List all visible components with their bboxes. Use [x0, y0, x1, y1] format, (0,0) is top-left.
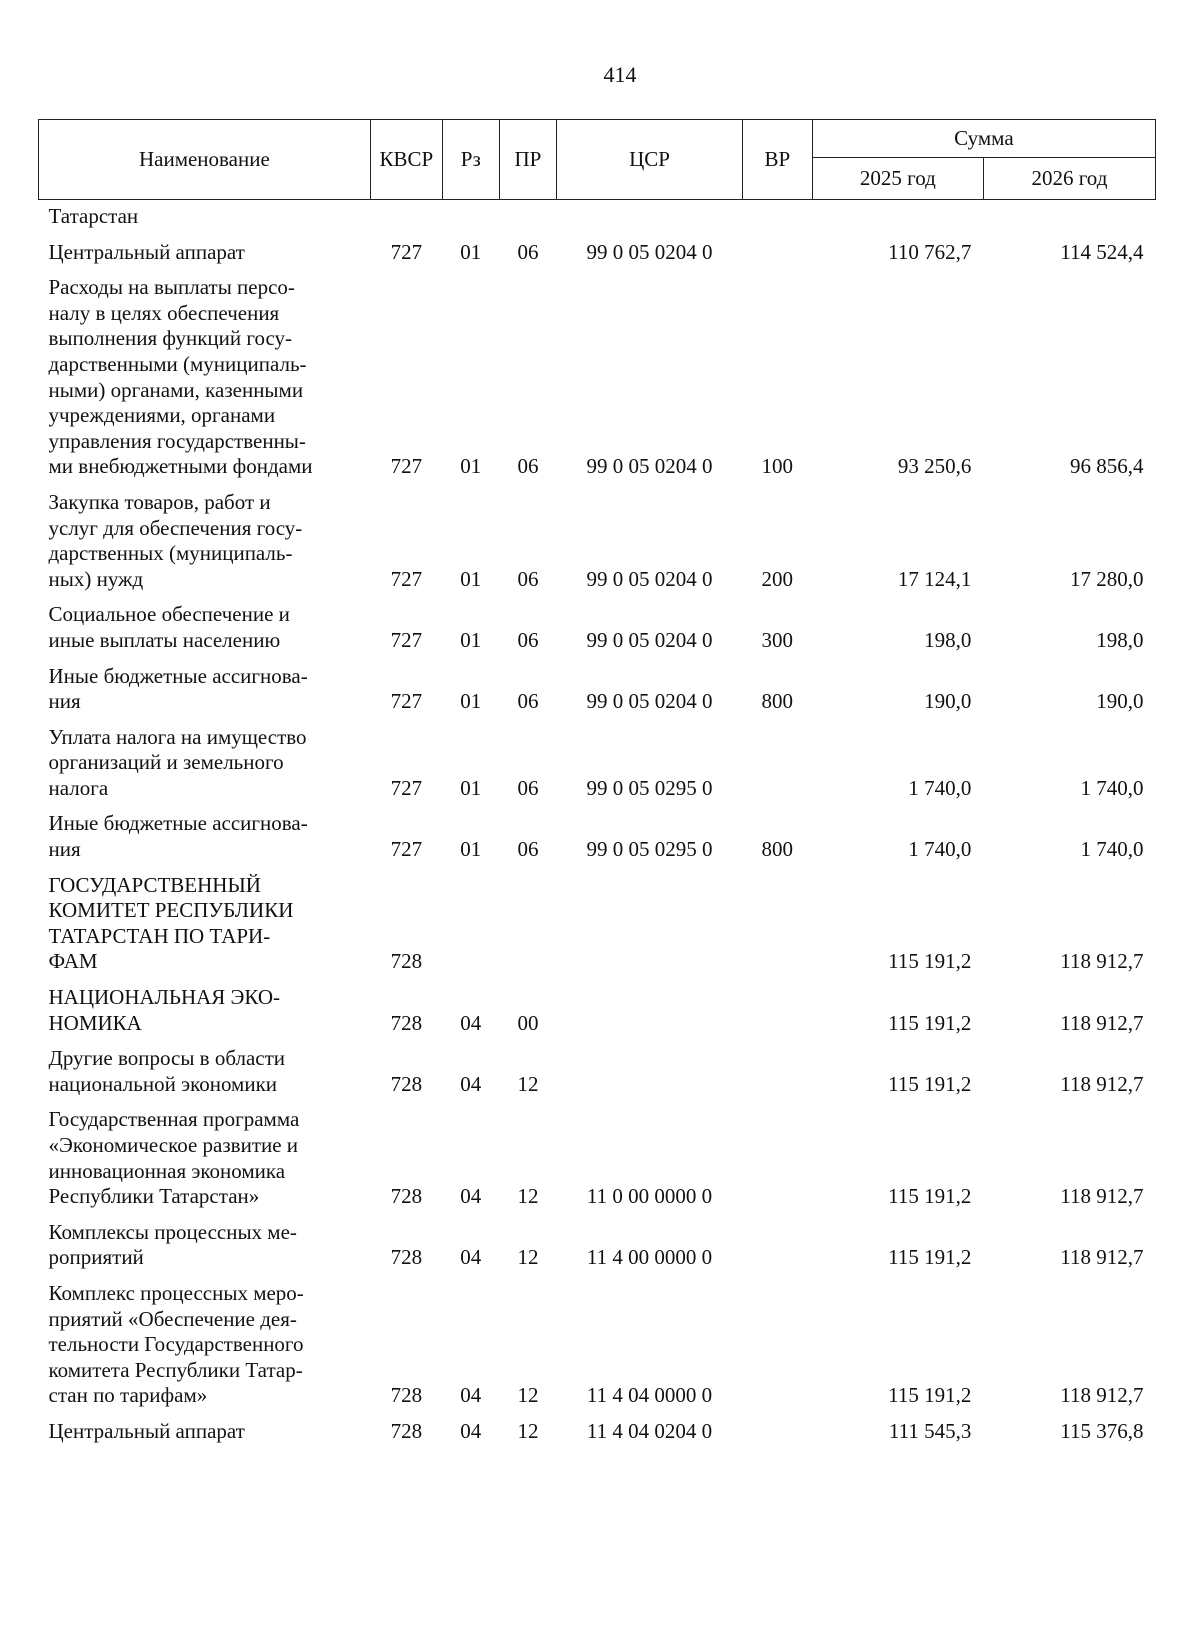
cell-rz: 01: [460, 627, 482, 652]
cell-name-line: ми внебюджетными фондами: [48, 454, 313, 479]
cell-rz: 04: [460, 1418, 482, 1443]
cell-name-line: стан по тарифам»: [48, 1383, 208, 1408]
table-row: [39, 715, 1156, 802]
header-vr: ВР: [742, 120, 812, 200]
cell-name-line: иные выплаты населению: [48, 627, 281, 652]
cell-name-line: услуг для обеспечения госу-: [48, 515, 303, 540]
cell-2026: [983, 200, 1155, 230]
cell-kvsr: 728: [390, 949, 423, 974]
budget-table: [38, 119, 1156, 1445]
cell-vr: [742, 863, 812, 975]
cell-name-line: налога: [48, 775, 109, 800]
cell-vr: 200: [761, 566, 794, 591]
cell-name-line: НОМИКА: [48, 1010, 142, 1035]
cell-name-line: Государственная программа: [48, 1107, 300, 1132]
cell-kvsr: 728: [390, 1184, 423, 1209]
cell-kvsr: 727: [390, 689, 423, 714]
cell-kvsr: 728: [390, 1010, 423, 1035]
table-row: [39, 480, 1156, 592]
header-csr: ЦСР: [557, 120, 742, 200]
cell-csr: [557, 200, 742, 230]
cell-2026: 118 912,7: [1060, 1184, 1144, 1209]
cell-name: [39, 592, 371, 653]
cell-2025: 17 124,1: [897, 566, 972, 591]
table-row: [39, 592, 1156, 653]
cell-rz: [442, 200, 499, 230]
cell-name: [39, 200, 371, 230]
cell-vr: 300: [761, 627, 794, 652]
cell-pr: 12: [517, 1383, 539, 1408]
cell-name-line: Республики Татарстан»: [48, 1184, 260, 1209]
table-row: [39, 1210, 1156, 1271]
cell-2025: 110 762,7: [888, 239, 972, 264]
cell-rz: 01: [460, 837, 482, 862]
cell-2026: 1 740,0: [1080, 837, 1144, 862]
table-row: [39, 654, 1156, 715]
cell-name: [39, 1271, 371, 1409]
cell-name-line: тельности Государственного: [48, 1332, 304, 1357]
cell-name: [39, 1210, 371, 1271]
cell-name-line: приятий «Обеспечение дея-: [48, 1306, 297, 1331]
cell-csr: 99 0 05 0204 0: [586, 689, 713, 714]
cell-name-line: Закупка товаров, работ и: [48, 489, 271, 514]
cell-rz: 04: [460, 1071, 482, 1096]
cell-name: [39, 1097, 371, 1209]
cell-name-line: комитета Республики Татар-: [48, 1357, 303, 1382]
cell-name-line: Центральный аппарат: [48, 1418, 245, 1443]
cell-vr: [742, 1097, 812, 1209]
cell-kvsr: 727: [390, 775, 423, 800]
cell-name-line: национальной экономики: [48, 1071, 278, 1096]
table-row: [39, 863, 1156, 975]
cell-kvsr: 728: [390, 1383, 423, 1408]
table-row: [39, 1036, 1156, 1097]
cell-name: [39, 975, 371, 1036]
cell-rz: 01: [460, 454, 482, 479]
cell-name: [39, 230, 371, 266]
cell-csr: 99 0 05 0204 0: [586, 454, 713, 479]
cell-name-line: налу в целях обеспечения: [48, 300, 280, 325]
cell-csr: 99 0 05 0295 0: [586, 837, 713, 862]
cell-name-line: Расходы на выплаты персо-: [48, 275, 295, 300]
cell-rz: 04: [460, 1184, 482, 1209]
cell-vr: [742, 715, 812, 802]
cell-2025: 115 191,2: [888, 949, 972, 974]
cell-name-line: НАЦИОНАЛЬНАЯ ЭКО-: [48, 985, 281, 1010]
cell-pr: 06: [517, 454, 539, 479]
cell-2025: 115 191,2: [888, 1010, 972, 1035]
cell-csr: 11 4 00 0000 0: [586, 1245, 713, 1270]
cell-csr: 11 0 00 0000 0: [586, 1184, 713, 1209]
cell-pr: [499, 863, 557, 975]
cell-vr: [742, 200, 812, 230]
cell-name: [39, 1036, 371, 1097]
cell-name-line: Комплексы процессных ме-: [48, 1219, 297, 1244]
header-year-2026: 2026 год: [983, 158, 1155, 200]
table-row: [39, 230, 1156, 266]
cell-csr: 11 4 04 0000 0: [586, 1383, 713, 1408]
cell-vr: [742, 1036, 812, 1097]
cell-name-line: управления государственны-: [48, 428, 306, 453]
cell-pr: 06: [517, 775, 539, 800]
table-row: [39, 801, 1156, 862]
cell-name-line: ФАМ: [48, 949, 98, 974]
cell-name-line: ГОСУДАРСТВЕННЫЙ: [48, 872, 261, 897]
cell-name: [39, 801, 371, 862]
cell-name: [39, 715, 371, 802]
cell-name-line: ТАТАРСТАН ПО ТАРИ-: [48, 923, 271, 948]
cell-name-line: Социальное обеспечение и: [48, 602, 290, 627]
table-row: [39, 1409, 1156, 1445]
cell-2025: 1 740,0: [908, 775, 972, 800]
cell-rz: 01: [460, 775, 482, 800]
cell-pr: 06: [517, 689, 539, 714]
cell-2026: 114 524,4: [1060, 239, 1144, 264]
cell-2025: 111 545,3: [888, 1418, 972, 1443]
cell-2025: 115 191,2: [888, 1245, 972, 1270]
header-sum: Сумма: [812, 120, 1155, 158]
cell-csr: 11 4 04 0204 0: [586, 1418, 713, 1443]
header-name: Наименование: [39, 120, 371, 200]
cell-pr: 06: [517, 239, 539, 264]
cell-2026: 118 912,7: [1060, 1071, 1144, 1096]
cell-vr: [742, 1409, 812, 1445]
cell-2026: 118 912,7: [1060, 1383, 1144, 1408]
cell-2025: 115 191,2: [888, 1184, 972, 1209]
cell-rz: 01: [460, 566, 482, 591]
cell-rz: 04: [460, 1245, 482, 1270]
cell-name-line: ния: [48, 837, 81, 862]
cell-kvsr: 727: [390, 454, 423, 479]
cell-kvsr: 727: [390, 566, 423, 591]
page-number: 414: [603, 62, 637, 87]
cell-kvsr: 727: [390, 627, 423, 652]
cell-kvsr: 728: [390, 1071, 423, 1096]
cell-name-line: КОМИТЕТ РЕСПУБЛИКИ: [48, 898, 294, 923]
cell-csr: [557, 1036, 742, 1097]
cell-vr: [742, 975, 812, 1036]
cell-vr: 800: [761, 837, 794, 862]
table-row: [39, 1097, 1156, 1209]
cell-kvsr: 728: [390, 1418, 423, 1443]
cell-vr: [742, 1210, 812, 1271]
table-row: [39, 1271, 1156, 1409]
cell-2026: 17 280,0: [1070, 566, 1144, 591]
cell-name-line: инновационная экономика: [48, 1158, 286, 1183]
cell-pr: 12: [517, 1245, 539, 1270]
table-row: [39, 265, 1156, 480]
cell-name-line: Татарстан: [48, 204, 139, 228]
cell-name-line: Центральный аппарат: [48, 239, 245, 264]
cell-2025: 93 250,6: [897, 454, 972, 479]
cell-pr: 12: [517, 1071, 539, 1096]
cell-2025: 1 740,0: [908, 837, 972, 862]
cell-2026: 118 912,7: [1060, 949, 1144, 974]
cell-name: [39, 863, 371, 975]
cell-rz: [442, 863, 499, 975]
cell-pr: 12: [517, 1418, 539, 1443]
cell-2025: 190,0: [924, 689, 972, 714]
cell-2026: 118 912,7: [1060, 1010, 1144, 1035]
cell-vr: [742, 1271, 812, 1409]
cell-pr: 12: [517, 1184, 539, 1209]
table-header: [39, 120, 1156, 200]
cell-2026: 115 376,8: [1060, 1418, 1144, 1443]
cell-vr: 100: [761, 454, 794, 479]
cell-2026: 118 912,7: [1060, 1245, 1144, 1270]
cell-name-line: Другие вопросы в области: [48, 1046, 286, 1071]
cell-name-line: учреждениями, органами: [48, 403, 276, 428]
cell-name-line: Иные бюджетные ассигнова-: [48, 663, 308, 688]
cell-pr: 06: [517, 627, 539, 652]
cell-pr: 06: [517, 566, 539, 591]
cell-2025: 198,0: [924, 627, 972, 652]
cell-rz: 04: [460, 1010, 482, 1035]
cell-csr: 99 0 05 0204 0: [586, 566, 713, 591]
cell-name-line: «Экономическое развитие и: [48, 1133, 299, 1157]
cell-kvsr: 728: [390, 1245, 423, 1270]
cell-pr: 00: [517, 1010, 539, 1035]
cell-csr: 99 0 05 0204 0: [586, 239, 713, 264]
cell-2025: 115 191,2: [888, 1071, 972, 1096]
table-body: [39, 200, 1156, 1445]
header-rz: Рз: [442, 120, 499, 200]
cell-name-line: Уплата налога на имущество: [48, 724, 307, 749]
cell-name: [39, 480, 371, 592]
cell-kvsr: [370, 200, 442, 230]
header-kvsr: КВСР: [370, 120, 442, 200]
cell-2026: 198,0: [1096, 627, 1144, 652]
cell-name: [39, 1409, 371, 1445]
cell-name-line: ными) органами, казенными: [48, 377, 304, 402]
cell-2025: 115 191,2: [888, 1383, 972, 1408]
cell-kvsr: 727: [390, 239, 423, 264]
cell-name-line: дарственных (муниципаль-: [48, 541, 293, 566]
cell-name-line: выполнения функций госу-: [48, 326, 293, 351]
cell-name-line: Комплекс процессных меро-: [48, 1280, 304, 1305]
cell-name-line: роприятий: [48, 1245, 144, 1270]
cell-2025: [812, 200, 983, 230]
cell-csr: 99 0 05 0204 0: [586, 627, 713, 652]
cell-pr: [499, 200, 557, 230]
cell-csr: 99 0 05 0295 0: [586, 775, 713, 800]
cell-2026: 190,0: [1096, 689, 1144, 714]
cell-rz: 01: [460, 689, 482, 714]
cell-name-line: организаций и земельного: [48, 750, 284, 775]
cell-vr: 800: [761, 689, 794, 714]
cell-2026: 96 856,4: [1070, 454, 1144, 479]
header-year-2025: 2025 год: [812, 158, 983, 200]
cell-name-line: дарственными (муниципаль-: [48, 351, 307, 376]
cell-rz: 04: [460, 1383, 482, 1408]
cell-name: [39, 654, 371, 715]
cell-kvsr: 727: [390, 837, 423, 862]
cell-vr: [742, 230, 812, 266]
cell-pr: 06: [517, 837, 539, 862]
cell-name-line: Иные бюджетные ассигнова-: [48, 811, 308, 836]
header-pr: ПР: [499, 120, 557, 200]
table-row: [39, 975, 1156, 1036]
cell-2026: 1 740,0: [1080, 775, 1144, 800]
cell-rz: 01: [460, 239, 482, 264]
cell-name: [39, 265, 371, 480]
cell-csr: [557, 863, 742, 975]
table-row: [39, 200, 1156, 230]
cell-csr: [557, 975, 742, 1036]
cell-name-line: ных) нужд: [48, 566, 144, 591]
cell-name-line: ния: [48, 689, 81, 714]
